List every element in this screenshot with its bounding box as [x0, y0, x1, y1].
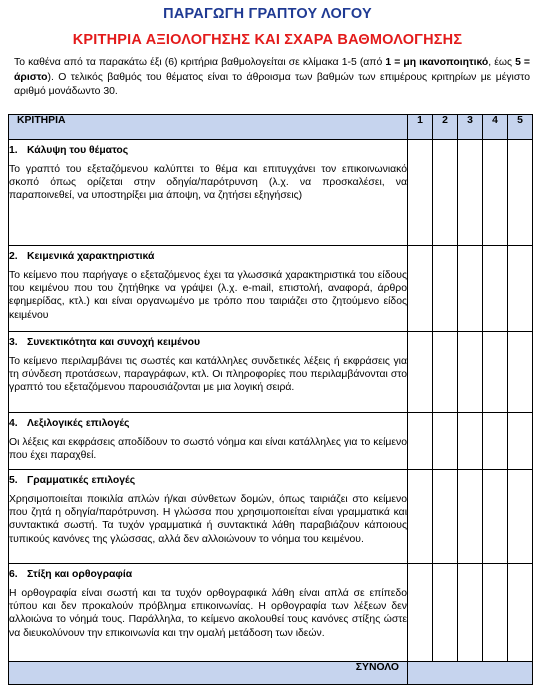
- criterion-cell: [9, 564, 408, 662]
- score-cell[interactable]: [433, 332, 458, 413]
- score-cell[interactable]: [483, 413, 508, 470]
- intro-bold-2: 5 = άριστο: [14, 57, 531, 83]
- score-cell[interactable]: [433, 413, 458, 470]
- score-cell[interactable]: [433, 470, 458, 564]
- score-cell[interactable]: [458, 332, 483, 413]
- criterion-cell: [9, 470, 408, 564]
- criterion-description: Το κείμενο που παρήγαγε ο εξεταζόμενος έχει τα γλωσσικά χαρακτηριστικά του είδους του κειμένου που του ζητήθηκε να γράψει (λ.χ. e-mail, επιστολή, αναφορά, άρθρο εφημερίδας, κτλ.) και είναι οργανωμένο με τρόπο που ταιριάζει στο ζητούμενο είδος κειμένου: [9, 270, 407, 321]
- score-cell[interactable]: [483, 246, 508, 332]
- score-cell[interactable]: [408, 413, 433, 470]
- criterion-title-text: Συνεκτικότητα και συνοχή κειμένου: [27, 337, 200, 348]
- criterion-title-text: Κάλυψη του θέματος: [27, 145, 129, 156]
- criterion-description: Χρησιμοποιείται ποικιλία απλών ή/και σύνθετων δομών, όπως ταιριάζει στο κείμενο που ζητά η οδηγία/παρότρυνση. Η γλώσσα που χρησιμοποιείται είναι γραμματικά και συντακτικά σωστή. Τα τυχόν γραμματικά ή συντακτικά λάθη παραβιάζουν κάποιους τυπικούς κανόνες της γλώσσας, αλλά δεν αλλοιώνουν το νόημα του κειμένου.: [9, 494, 407, 545]
- criterion-row: [9, 470, 533, 564]
- score-cell[interactable]: [508, 470, 533, 564]
- criterion-title-text: Κειμενικά χαρακτηριστικά: [27, 251, 155, 262]
- intro-text-1: Το καθένα από τα παρακάτω έξι (6) κριτήρια βαθμολογείται σε κλίμακα 1-5 (από: [14, 57, 386, 68]
- score-cell[interactable]: [508, 413, 533, 470]
- criteria-table: [8, 114, 533, 685]
- criterion-description: Το κείμενο περιλαμβάνει τις σωστές και κατάλληλες συνδετικές λέξεις ή εκφράσεις για τη σύνδεση προτάσεων, παραγράφων, κτλ. Οι πληροφορίες που περιλαμβάνονται στο γραπτό του εξεταζόμενου παρουσιάζονται με μια λογική σειρά.: [9, 356, 407, 394]
- score-cell[interactable]: [408, 246, 433, 332]
- criterion-title-text: Γραμματικές επιλογές: [27, 475, 136, 486]
- total-score-cell[interactable]: [408, 662, 533, 685]
- criterion-number: 4.: [9, 418, 18, 429]
- criterion-row: [9, 246, 533, 332]
- total-row: [9, 662, 533, 685]
- criterion-number: 2.: [9, 251, 18, 262]
- criterion-row: [9, 413, 533, 470]
- criterion-title: [9, 250, 407, 263]
- score-cell[interactable]: [483, 564, 508, 662]
- criterion-title: [9, 417, 407, 430]
- score-cell[interactable]: [458, 140, 483, 246]
- criterion-number: 5.: [9, 475, 18, 486]
- intro-text-3: ). Ο τελικός βαθμός του θέματος είναι το άθροισμα των βαθμών των επιμέρους κριτηρίων με μέγιστο αριθμό μονάδωντο 30.: [14, 71, 530, 97]
- criterion-description: Η ορθογραφία είναι σωστή και τα τυχόν ορθογραφικά λάθη είναι απλά σε επίπεδο τύπου και δεν προκαλούν πρόβλημα επικοινωνίας. Η ορθογραφία των λέξεων δεν αλλοιώνα το νόημά τους. Παράλληλα, το κείμενο ακολουθεί τους κανόνες στίξης ώστε να διευκολύνουν την επικοινωνία και την ομαλή μετάδοση των ιδεών.: [9, 588, 407, 639]
- score-column-header: 1: [408, 115, 433, 140]
- criterion-title-text: Λεξιλογικές επιλογές: [27, 418, 130, 429]
- score-cell[interactable]: [433, 140, 458, 246]
- score-cell[interactable]: [458, 246, 483, 332]
- score-cell[interactable]: [408, 564, 433, 662]
- score-cell[interactable]: [483, 140, 508, 246]
- score-cell[interactable]: [458, 470, 483, 564]
- criterion-cell: [9, 140, 408, 246]
- score-cell[interactable]: [433, 564, 458, 662]
- score-cell[interactable]: [508, 332, 533, 413]
- score-cell[interactable]: [458, 413, 483, 470]
- score-cell[interactable]: [483, 470, 508, 564]
- score-cell[interactable]: [508, 564, 533, 662]
- table-header-row: [9, 115, 533, 140]
- criterion-number: 1.: [9, 145, 18, 156]
- score-cell[interactable]: [508, 140, 533, 246]
- score-column-header: 3: [458, 115, 483, 140]
- criterion-number: 6.: [9, 569, 18, 580]
- score-column-header: 2: [433, 115, 458, 140]
- score-cell[interactable]: [408, 470, 433, 564]
- document-title: ΠΑΡΑΓΩΓΗ ΓΡΑΠΤΟΥ ΛΟΓΟΥ: [163, 6, 372, 22]
- criterion-title: [9, 336, 407, 349]
- criterion-row: [9, 564, 533, 662]
- criterion-description: Το γραπτό του εξεταζόμενου καλύπτει το θέμα και επιτυγχάνει τον επικοινωνιακό σκοπό όπως ορίζεται στην οδηγία/παρότρυνση (λ.χ. να προσκαλέσει, να παραποινεθεί, να υποστηρίξει μια άποψη, να ζητήσει εξηγήσεις): [9, 164, 407, 202]
- intro-text-2: , έως: [488, 57, 516, 68]
- document-subtitle: ΚΡΙΤΗΡΙΑ ΑΞΙΟΛΟΓΗΣΗΣ ΚΑΙ ΣΧΑΡΑ ΒΑΘΜΟΛΟΓΗΣΗΣ: [72, 32, 463, 48]
- criterion-cell: [9, 246, 408, 332]
- criterion-cell: [9, 332, 408, 413]
- criteria-column-header: ΚΡΙΤΗΡΙΑ: [9, 115, 408, 140]
- score-column-header: 5: [508, 115, 533, 140]
- score-cell[interactable]: [408, 332, 433, 413]
- criterion-title-text: Στίξη και ορθογραφία: [27, 569, 133, 580]
- criterion-description: Οι λέξεις και εκφράσεις αποδίδουν το σωστό νόημα και είναι κατάλληλες για το κείμενο που έχει παραχθεί.: [9, 437, 407, 462]
- score-cell[interactable]: [433, 246, 458, 332]
- criterion-number: 3.: [9, 337, 18, 348]
- score-cell[interactable]: [408, 140, 433, 246]
- intro-bold-1: 1 = μη ικανοποιητικό: [385, 57, 489, 68]
- criterion-row: [9, 332, 533, 413]
- score-cell[interactable]: [508, 246, 533, 332]
- criterion-cell: [9, 413, 408, 470]
- criterion-title: [9, 144, 407, 157]
- criterion-title: [9, 568, 407, 581]
- criterion-title: [9, 474, 407, 487]
- total-label: ΣΥΝΟΛΟ: [9, 662, 408, 685]
- intro-paragraph: [14, 56, 530, 100]
- score-cell[interactable]: [458, 564, 483, 662]
- score-column-header: 4: [483, 115, 508, 140]
- criterion-row: [9, 140, 533, 246]
- score-cell[interactable]: [483, 332, 508, 413]
